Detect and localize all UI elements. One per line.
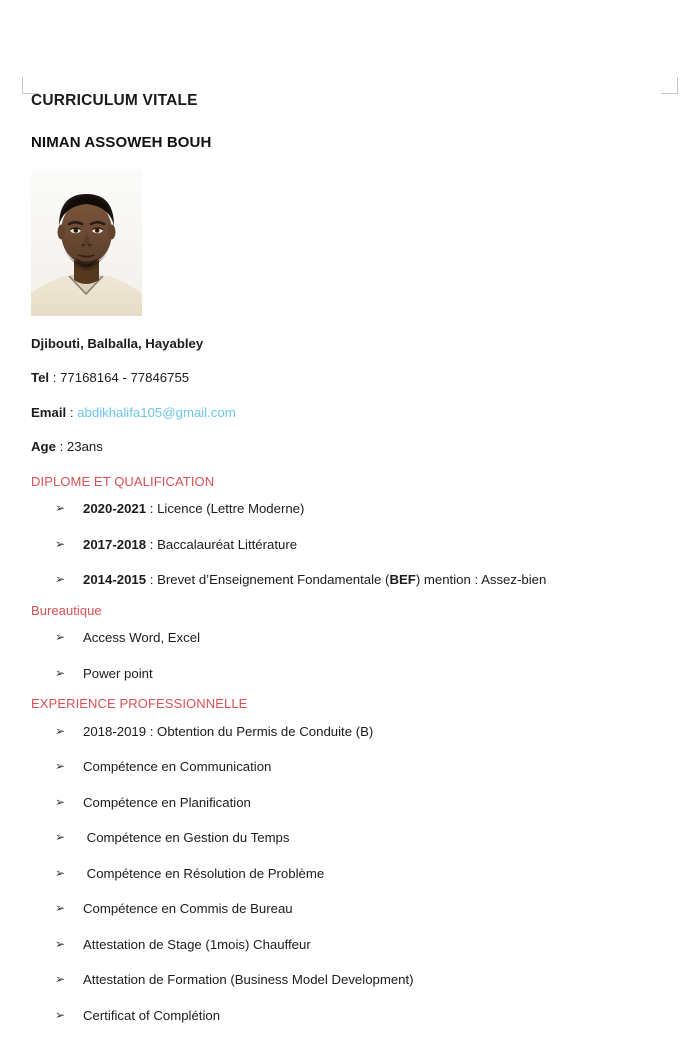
- list-item-text-2: ) mention : Assez-bien: [415, 572, 547, 588]
- contact-age-separator: :: [55, 439, 67, 455]
- bullet-arrow-icon: ➢: [55, 665, 66, 680]
- list-item: [31, 901, 651, 918]
- bullet-arrow-icon: ➢: [55, 865, 66, 880]
- list-item-text: 2018-2019 : Obtention du Permis de Conduite (B): [83, 723, 374, 739]
- list-item-emphasis: 2020-2021: [83, 501, 147, 517]
- list-item-emphasis: 2014-2015: [83, 572, 147, 588]
- bureautique-list: [31, 630, 651, 682]
- list-item-text: : Baccalauréat Littérature: [146, 536, 298, 552]
- bullet-arrow-icon: ➢: [55, 936, 66, 951]
- experience-list: [31, 724, 651, 1025]
- list-item: [31, 572, 651, 589]
- contact-age-line: [31, 439, 651, 456]
- bullet-arrow-icon: ➢: [55, 1007, 66, 1022]
- list-item: [31, 937, 651, 954]
- bullet-arrow-icon: ➢: [55, 794, 66, 809]
- cv-content: [31, 92, 651, 1038]
- list-item-text: Power point: [83, 665, 153, 681]
- page-title: CURRICULUM VITALE: [31, 92, 198, 109]
- contact-age-value: 23ans: [66, 439, 103, 455]
- bullet-arrow-icon: ➢: [55, 972, 66, 987]
- list-item: [31, 724, 651, 741]
- bullet-arrow-icon: ➢: [55, 501, 66, 516]
- contact-address: Djibouti, Balballa, Hayabley: [31, 335, 204, 351]
- list-item-text: Attestation de Stage (1mois) Chauffeur: [83, 936, 311, 952]
- contact-email-value[interactable]: abdikhalifa105@gmail.com: [77, 404, 236, 420]
- contact-age-label: Age: [31, 439, 56, 455]
- list-item: [31, 666, 651, 683]
- list-item-emphasis-2: BEF: [389, 572, 416, 588]
- bullet-arrow-icon: ➢: [55, 901, 66, 916]
- section-bureautique: [31, 603, 651, 683]
- list-item-text: Compétence en Gestion du Temps: [83, 830, 290, 846]
- section-diplome: [31, 474, 651, 589]
- list-item-text: : Licence (Lettre Moderne): [146, 501, 305, 517]
- list-item-text: Certificat of Complétion: [83, 1007, 221, 1023]
- list-item-text: : Brevet d’Enseignement Fondamentale (: [146, 572, 390, 588]
- portrait-photo-graphic: [31, 170, 142, 316]
- list-item: [31, 759, 651, 776]
- contact-address-line: [31, 336, 651, 353]
- bullet-arrow-icon: ➢: [55, 723, 66, 738]
- section-experience: [31, 696, 651, 1024]
- list-item-text: Compétence en Communication: [83, 759, 272, 775]
- list-item: [31, 630, 651, 647]
- contact-email-line: [31, 405, 651, 422]
- bullet-arrow-icon: ➢: [55, 572, 66, 587]
- list-item: [31, 830, 651, 847]
- contact-tel-value: 77168164 - 77846755: [60, 370, 190, 386]
- list-item-text: Compétence en Résolution de Problème: [83, 865, 325, 881]
- list-item: [31, 795, 651, 812]
- portrait-photo: [31, 170, 142, 316]
- list-item-emphasis: 2017-2018: [83, 536, 147, 552]
- contact-tel-line: [31, 370, 651, 387]
- diplome-list: [31, 501, 651, 589]
- bullet-arrow-icon: ➢: [55, 630, 66, 645]
- crop-mark-top-right: [661, 77, 678, 94]
- list-item: [31, 866, 651, 883]
- bullet-arrow-icon: ➢: [55, 759, 66, 774]
- list-item: [31, 972, 651, 989]
- contact-tel-label: Tel: [31, 370, 50, 386]
- candidate-name: NIMAN ASSOWEH BOUH: [31, 133, 212, 151]
- section-heading-diplome: DIPLOME ET QUALIFICATION: [31, 473, 215, 489]
- contact-email-separator: :: [66, 404, 78, 420]
- contact-tel-separator: :: [49, 370, 61, 386]
- list-item-text: Attestation de Formation (Business Model Development): [83, 972, 414, 988]
- list-item-text: Compétence en Commis de Bureau: [83, 901, 293, 917]
- list-item-text: Compétence en Planification: [83, 794, 251, 810]
- section-heading-bureautique: Bureautique: [31, 602, 102, 618]
- list-item: [31, 501, 651, 518]
- bullet-arrow-icon: ➢: [55, 536, 66, 551]
- list-item: [31, 1008, 651, 1025]
- contact-email-label: Email: [31, 404, 67, 420]
- list-item-text: Access Word, Excel: [83, 630, 201, 646]
- bullet-arrow-icon: ➢: [55, 830, 66, 845]
- list-item: [31, 537, 651, 554]
- section-heading-experience: EXPERIENCE PROFESSIONNELLE: [31, 696, 248, 712]
